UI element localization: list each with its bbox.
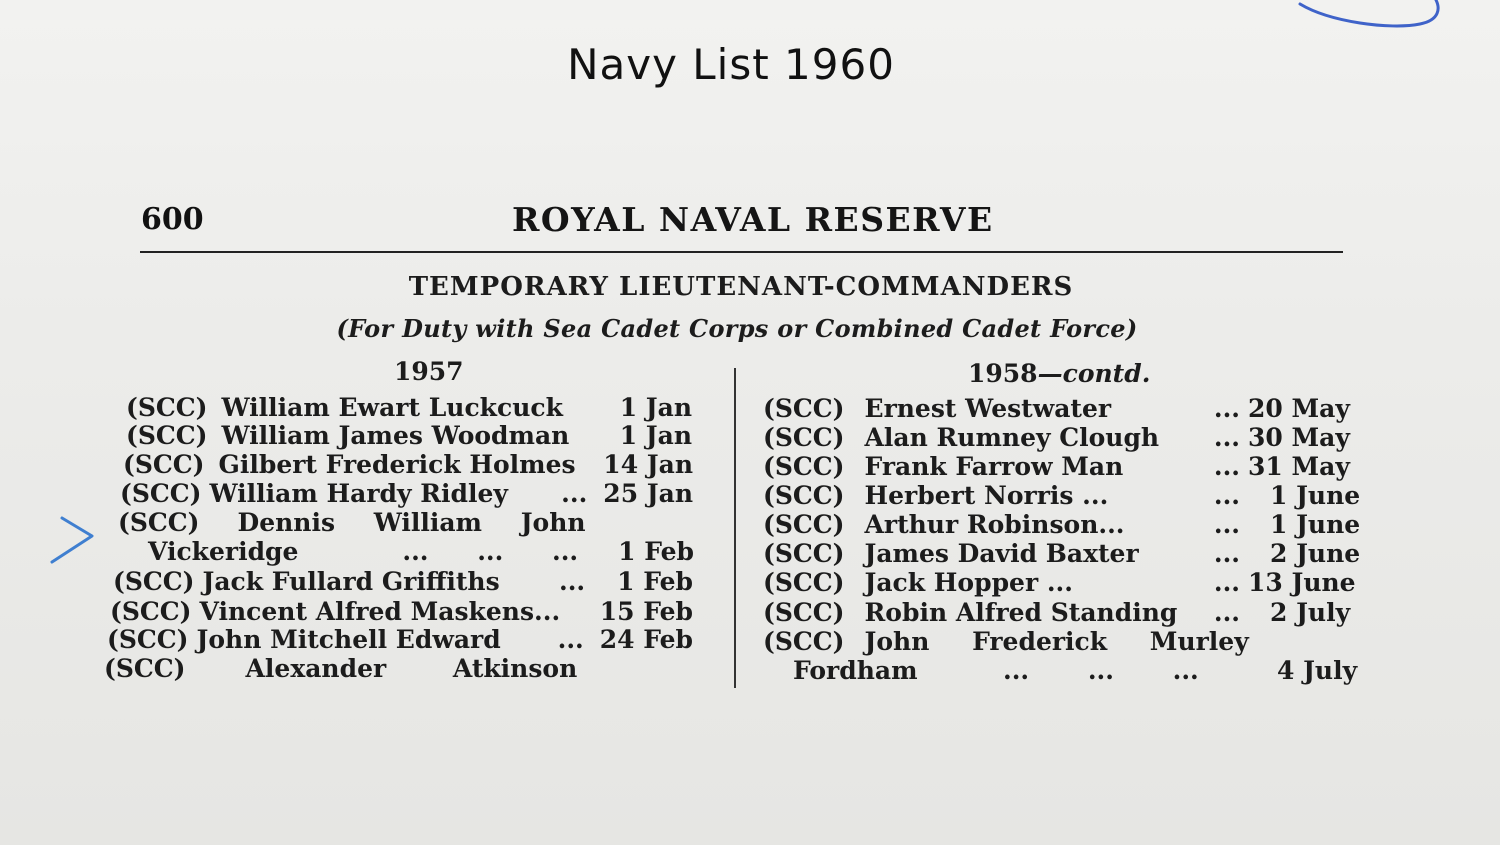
entry-date: 15 Feb: [599, 597, 693, 626]
entry-tag: (SCC): [763, 627, 845, 656]
entry-name: John Frederick Murley: [864, 627, 1249, 656]
list-item: [123, 450, 693, 480]
list-item: [763, 598, 1358, 628]
entry-name: William James Woodman: [221, 421, 570, 450]
entry-name: Gilbert Frederick Holmes: [218, 450, 576, 479]
entry-tag: (SCC): [104, 654, 186, 683]
right-column-heading: [968, 359, 1150, 388]
pen-scribble: [1290, 0, 1490, 40]
pen-tick-mark: [48, 512, 98, 568]
entry-name: Alexander Atkinson: [245, 654, 578, 683]
entry-date: 13 June: [1248, 568, 1356, 597]
left-column-heading: 1957: [394, 357, 464, 386]
list-item: [126, 421, 692, 451]
entry-tag: (SCC): [763, 598, 845, 627]
entry-name: Vincent Alfred Maskens...: [199, 597, 561, 626]
list-item: [126, 393, 692, 423]
entry-date: 4 July: [1277, 656, 1358, 685]
column-divider: [734, 368, 736, 688]
entry-tag: (SCC): [763, 452, 845, 481]
entry-name: Arthur Robinson...: [864, 510, 1125, 539]
entry-tag: (SCC): [123, 450, 205, 479]
list-item: [120, 479, 693, 509]
entry-name: Vickeridge: [148, 537, 299, 566]
entry-date: 1 Jan: [619, 393, 692, 422]
list-item: [148, 537, 694, 567]
entry-name: William Hardy Ridley: [209, 479, 508, 508]
entry-leader: ...: [1213, 598, 1240, 627]
entry-name: Frank Farrow Man: [864, 452, 1124, 481]
list-item: [763, 481, 1361, 511]
entry-date: 1 Jan: [619, 421, 692, 450]
list-item: [763, 568, 1358, 598]
entry-date: 1 Feb: [617, 567, 693, 596]
entry-date: 25 Jan: [603, 479, 693, 508]
entry-tag: (SCC): [763, 510, 845, 539]
entry-leader: ...: [1213, 452, 1240, 481]
entry-tag: (SCC): [110, 597, 192, 626]
entry-date: 2 June: [1270, 539, 1361, 568]
entry-leader: ...: [1213, 510, 1240, 539]
right-column-heading-year: 1958: [968, 359, 1038, 388]
entry-date: 31 May: [1248, 452, 1350, 481]
entry-tag: (SCC): [763, 568, 845, 597]
entry-date: 24 Feb: [599, 625, 693, 654]
section-title: TEMPORARY LIEUTENANT-COMMANDERS: [408, 272, 1074, 302]
entry-tag: (SCC): [763, 423, 845, 452]
entry-tag: (SCC): [120, 479, 202, 508]
header-rule: [140, 251, 1343, 253]
entry-leader: ...: [561, 479, 588, 508]
entry-date: 1 June: [1270, 481, 1361, 510]
right-column-heading-contd: —contd.: [1037, 359, 1151, 388]
list-item: [763, 627, 1249, 657]
entry-leader: ...: [1213, 394, 1240, 423]
running-head: ROYAL NAVAL RESERVE: [512, 200, 994, 239]
entry-leader: ... ... ...: [402, 537, 579, 566]
entry-name: Robin Alfred Standing: [864, 598, 1178, 627]
list-item: [113, 567, 693, 597]
entry-date: 2 July: [1270, 598, 1351, 627]
page-number: 600: [141, 202, 204, 237]
entry-tag: (SCC): [763, 539, 845, 568]
entry-tag: (SCC): [763, 481, 845, 510]
entry-name: John Mitchell Edward: [196, 625, 501, 654]
entry-leader: ... ... ...: [1003, 656, 1199, 685]
entry-name: Alan Rumney Clough: [864, 423, 1160, 452]
entry-tag: (SCC): [107, 625, 189, 654]
entry-date: 1 June: [1270, 510, 1361, 539]
entry-date: 20 May: [1248, 394, 1350, 423]
entry-date: 30 May: [1248, 423, 1350, 452]
entry-date: 14 Jan: [603, 450, 693, 479]
entry-leader: ...: [1213, 423, 1240, 452]
entry-name: William Ewart Luckcuck: [221, 393, 563, 422]
entry-name: Fordham: [793, 656, 918, 685]
entry-leader: ...: [557, 625, 584, 654]
list-item: [793, 656, 1363, 686]
entry-leader: ...: [559, 567, 586, 596]
entry-name: Jack Hopper ...: [864, 568, 1073, 597]
entry-tag: (SCC): [763, 394, 845, 423]
entry-tag: (SCC): [126, 421, 208, 450]
list-item: [104, 654, 604, 684]
entry-name: Dennis William John: [237, 508, 586, 537]
note-title: Navy List 1960: [567, 40, 895, 89]
entry-tag: (SCC): [126, 393, 208, 422]
list-item: [763, 394, 1358, 424]
entry-leader: ...: [1213, 568, 1240, 597]
entry-name: James David Baxter: [864, 539, 1139, 568]
list-item: [118, 508, 588, 538]
list-item: [107, 625, 693, 655]
entry-leader: ...: [1213, 481, 1240, 510]
entry-name: Jack Fullard Griffiths: [202, 567, 500, 596]
entry-name: Ernest Westwater: [864, 394, 1112, 423]
list-item: [110, 597, 693, 627]
list-item: [763, 510, 1361, 540]
entry-name: Herbert Norris ...: [864, 481, 1109, 510]
section-subtitle: (For Duty with Sea Cadet Corps or Combined Cadet Force): [336, 314, 1138, 343]
list-item: [763, 452, 1358, 482]
list-item: [763, 423, 1358, 453]
entry-tag: (SCC): [118, 508, 200, 537]
entry-date: 1 Feb: [618, 537, 694, 566]
entry-leader: ...: [1213, 539, 1240, 568]
list-item: [763, 539, 1361, 569]
entry-tag: (SCC): [113, 567, 195, 596]
